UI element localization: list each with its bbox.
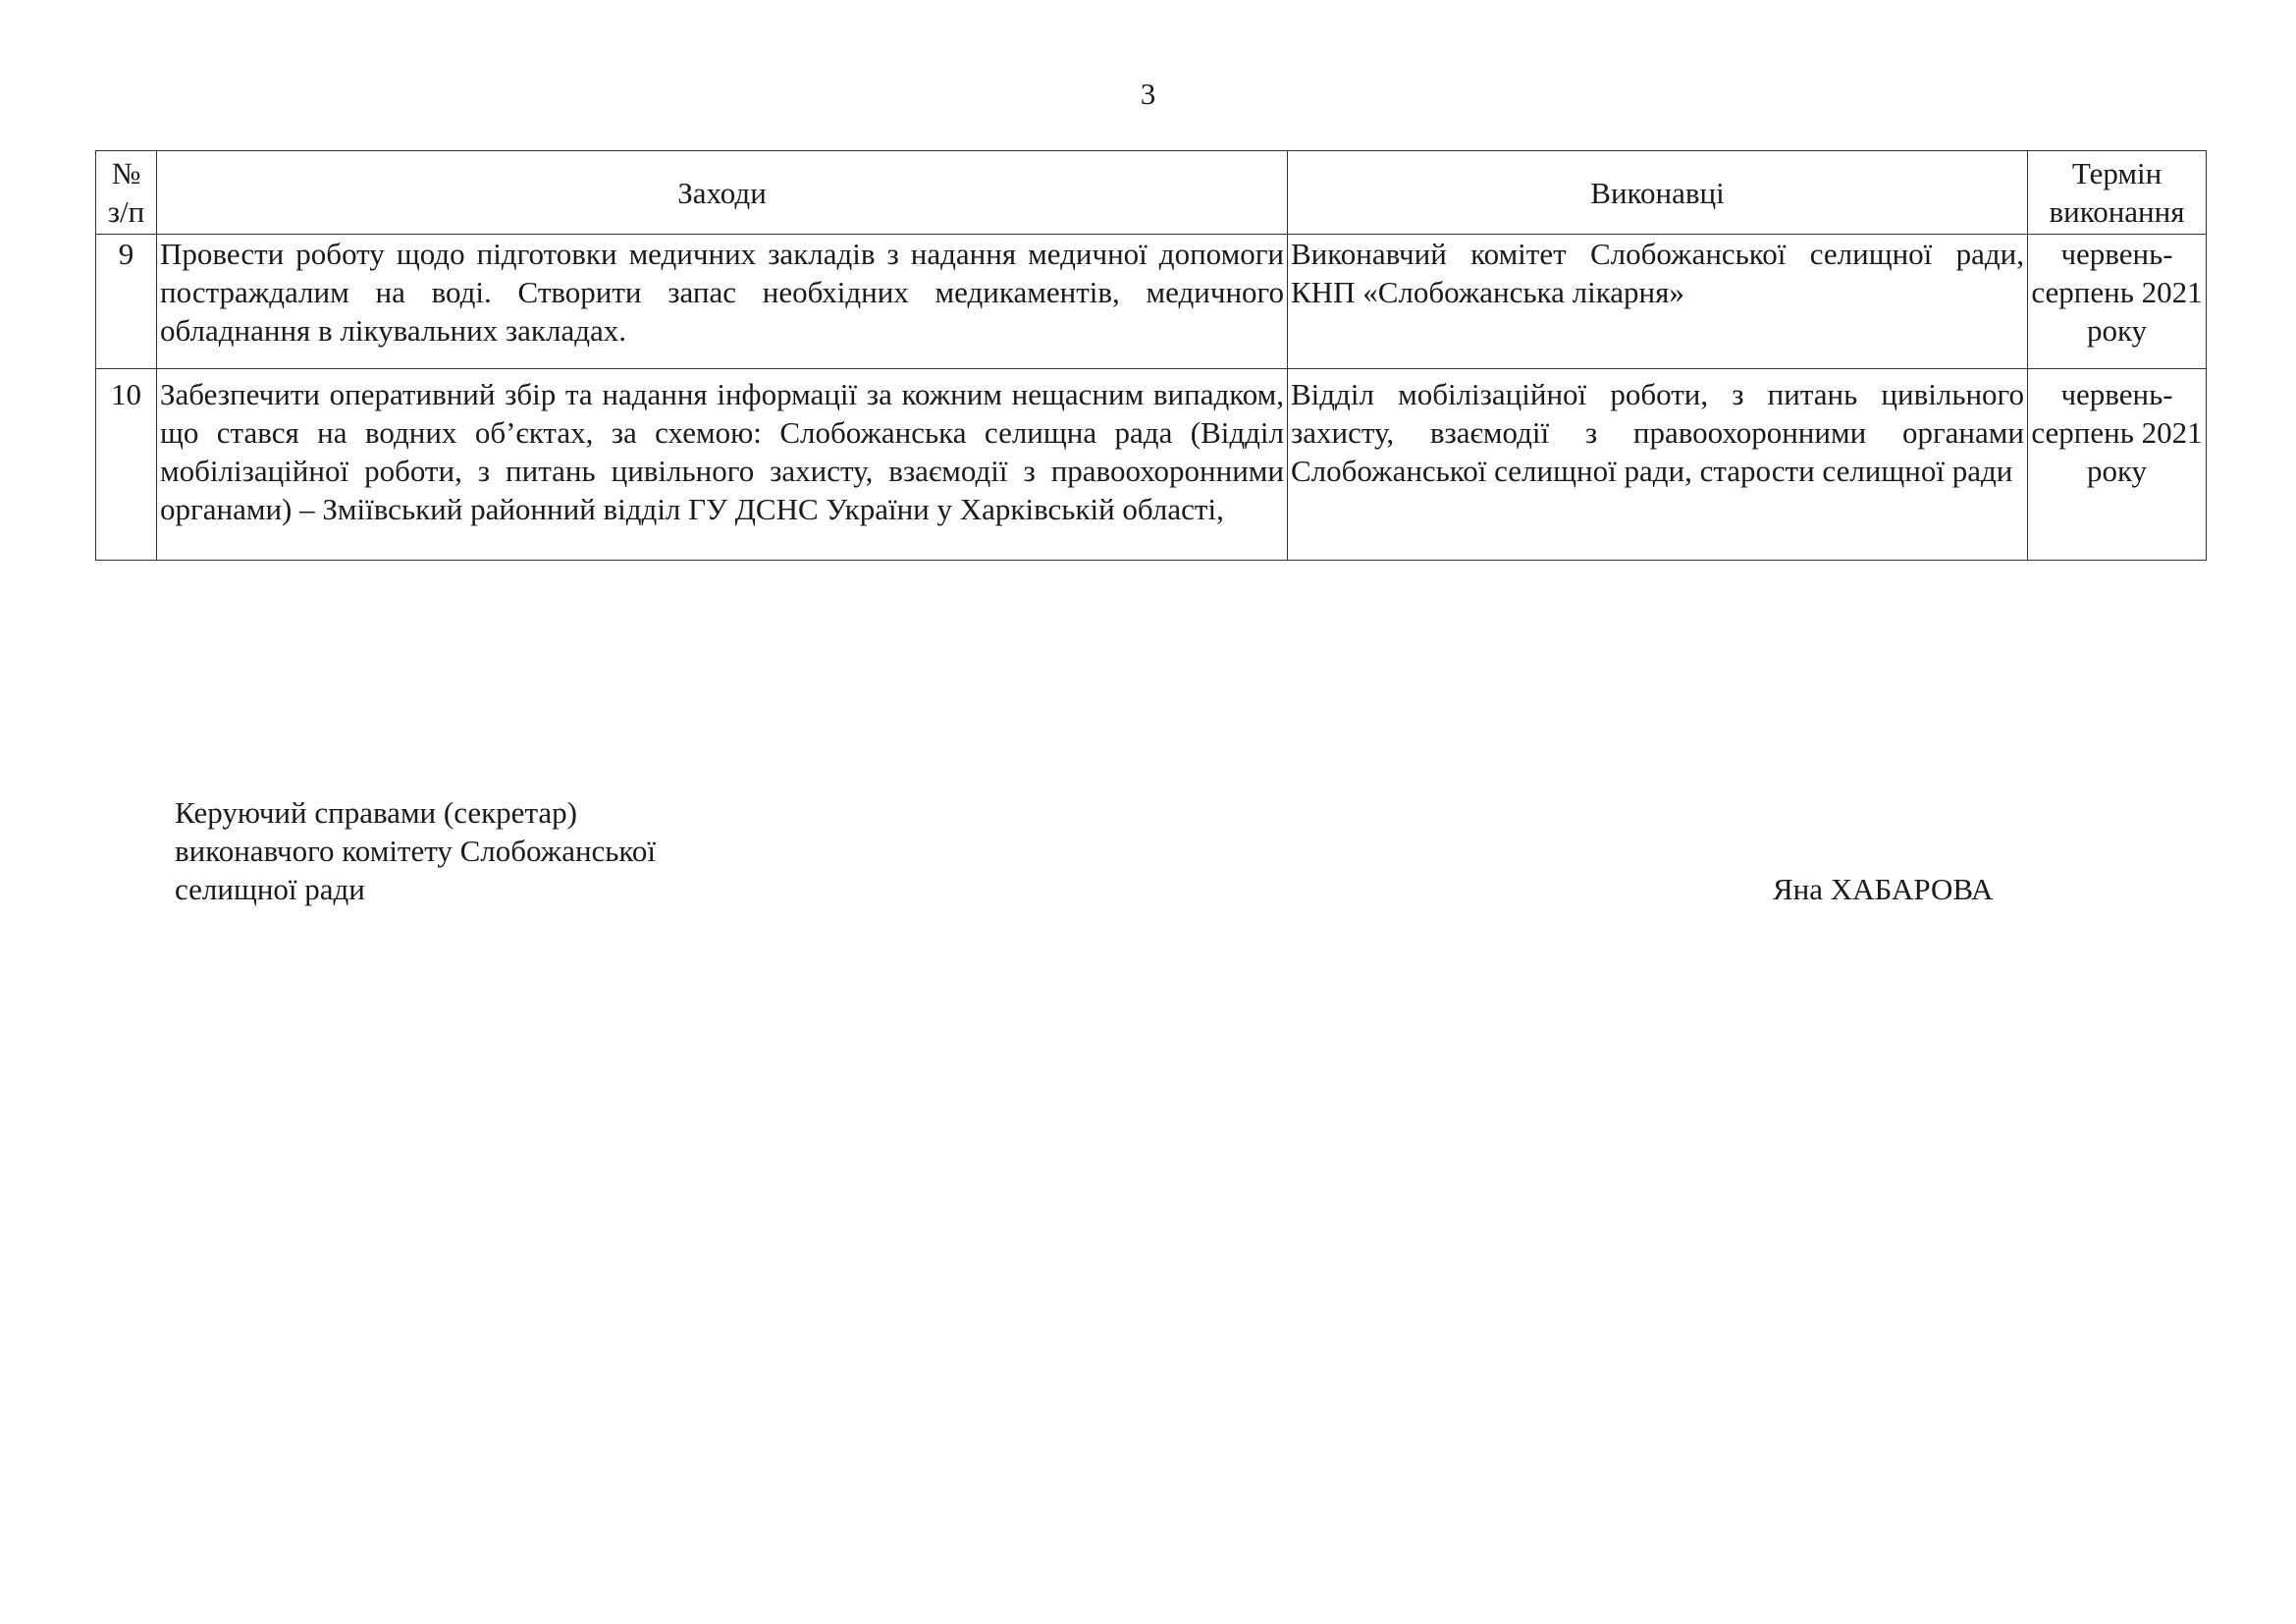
row-term: червень-серпень 2021 року	[2028, 235, 2207, 369]
signature-block	[175, 793, 656, 908]
table-row	[96, 369, 2207, 561]
table-header-row	[96, 151, 2207, 235]
measures-table	[95, 150, 2207, 561]
header-executors: Виконавці	[1288, 151, 2028, 235]
header-num: № з/п	[96, 151, 157, 235]
row-executors: Відділ мобілізаційної роботи, з питань цивільного захисту, взаємодії з правоохоронними органами Слобожанської селищної ради, старости селищної ради	[1288, 369, 2028, 561]
header-term: Термін виконання	[2028, 151, 2207, 235]
row-measure: Забезпечити оперативний збір та надання інформації за кожним нещасним випадком, що стався на водних об’єктах, за схемою: Слобожанська селищна рада (Відділ мобілізаційної роботи, з питань цивільного захисту, взаємодії з правоохоронними органами) – Зміївський районний відділ ГУ ДСНС України у Харківській області,	[157, 369, 1288, 561]
signature-title-line-1: Керуючий справами (секретар)	[175, 795, 577, 830]
signer-name: Яна ХАБАРОВА	[1773, 872, 1994, 906]
row-executors: Виконавчий комітет Слобожанської селищної ради, КНП «Слобожанська лікарня»	[1288, 235, 2028, 369]
table-row	[96, 235, 2207, 369]
header-measures: Заходи	[157, 151, 1288, 235]
row-measure: Провести роботу щодо підготовки медичних закладів з надання медичної допомоги постраждалим на воді. Створити запас необхідних медикаментів, медичного обладнання в лікувальних закладах.	[157, 235, 1288, 369]
signature-title-line-2: виконавчого комітету Слобожанської	[175, 834, 657, 868]
page-number: 3	[1140, 77, 1156, 111]
row-number: 9	[96, 235, 157, 369]
row-number: 10	[96, 369, 157, 561]
signature-title-line-3: селищної ради	[175, 872, 365, 906]
row-term: червень-серпень 2021 року	[2028, 369, 2207, 561]
